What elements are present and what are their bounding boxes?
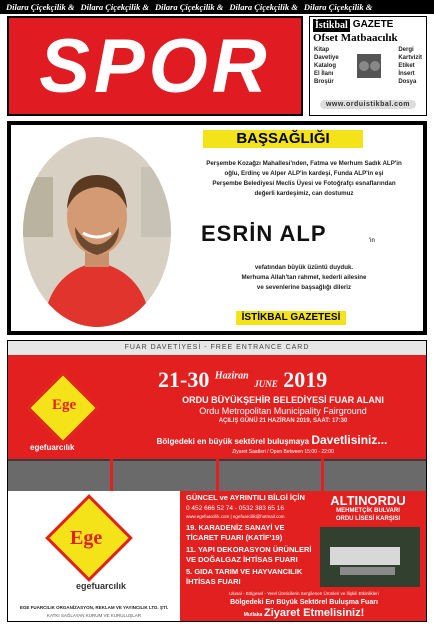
fair-advertisement	[7, 340, 427, 622]
fair-list-item: 11. YAPI DEKORASYON ÜRÜNLERİ VE DOĞALGAZ İHTİSAS FUARI	[186, 545, 312, 564]
fair-photo	[324, 459, 426, 491]
ege-logo-text: Ege	[70, 527, 103, 549]
bottom-tagline: Ulusal - Bölgesel - Yerel Üreticilerin Sergilenen Ürünleri ve İlişkili Etkinlikleri	[229, 591, 379, 596]
fairground-map-image	[320, 527, 420, 587]
spor-masthead: SPOR	[7, 16, 303, 116]
sponsors-label: KATKI SAĞLAYAN KURUM VE KURULUŞLAR	[46, 613, 142, 618]
ege-logo-text: Ege	[52, 397, 77, 413]
fair-venue: ORDU BÜYÜKŞEHİR BELEDİYESİ FUAR ALANI Ordu Metropolitan Municipality Fairground	[182, 395, 384, 416]
condolence-line: vefatından büyük üzüntü duyduk.	[254, 264, 354, 271]
info-heading: GÜNCEL ve AYRINTILI BİLGİ İÇİN	[186, 493, 305, 502]
bottom-tagline: Bölgedeki En Büyük Sektörel Buluşma Fuarı	[230, 599, 378, 606]
service-item: Broşür	[314, 79, 334, 85]
deceased-name: ESRİN ALP	[201, 221, 327, 246]
condolence-line: oğlu, Erdinç ve Alper ALP'in kardeşi, Funda ALP'in eşi	[224, 170, 384, 177]
visit-hours: Ziyaret Saatleri / Open Between 15:00 - 22:00	[232, 449, 334, 455]
istikbal-logo: İstikbal	[315, 20, 348, 31]
fair-photo	[8, 459, 110, 491]
ribbon-item: Dilara Çiçekçilik &	[303, 2, 373, 12]
address: MEHMETÇİK BULVARI ORDU LİSESİ KARŞISI	[335, 508, 401, 522]
service-item: Etiket	[398, 63, 415, 69]
printer-press-icon	[354, 46, 384, 86]
service-list	[310, 44, 426, 88]
fair-header: FUAR DAVETİYESİ - FREE ENTRANCE CARD	[8, 341, 426, 355]
service-item: İnsert	[398, 71, 415, 77]
ege-brand-sub: egefuarcılık	[30, 443, 75, 452]
phone-numbers: 0 452 666 52 74 - 0532 383 65 16	[186, 505, 284, 512]
fair-photo	[219, 459, 321, 491]
service-item: Davetiye	[314, 55, 339, 61]
condolence-line: Perşembe Belediyesi Meclis Üyesi ve Fotoğrafçı esnaflarından	[212, 180, 396, 187]
ribbon-item: Dilara Çiçekçilik &	[154, 2, 224, 12]
service-item: Dergi	[398, 47, 414, 53]
company-name: EGE FUARCILIK ORGANİZASYON, REKLAM VE YAYINCILIK LTD. ŞTİ.	[19, 605, 169, 610]
condolence-line: değerli kardeşimiz, can dostumuz	[254, 190, 354, 197]
printing-ad	[309, 16, 427, 116]
service-item: Kartvizit	[398, 55, 422, 61]
fair-photo-strip	[8, 459, 426, 491]
altinordu-label: ALTINORDU	[330, 493, 406, 508]
service-item: Kitap	[314, 47, 329, 53]
invite-line: Bölgedeki en büyük sektörel buluşmaya Davetlisiniz...	[156, 433, 388, 447]
fair-dates: 21-30 $^{Haziran}$ JUNE 2019	[158, 367, 328, 392]
condolence-line: Perşembe Kozağzı Mahallesi'nden, Fatma ve Merhum Sadık ALP'in	[206, 160, 402, 167]
condolence-notice	[7, 121, 427, 335]
ofset-label: Ofset Matbaacılık	[313, 32, 398, 44]
service-item: El İlanı	[314, 71, 334, 77]
ribbon-item: Dilara Çiçekçilik &	[80, 2, 149, 12]
name-suffix: 'in	[369, 238, 375, 244]
service-item: Katalog	[314, 63, 337, 69]
portrait-photo	[23, 137, 171, 327]
fair-website: www.egefuarcilik.com | egefuarcilik@hotmail.com	[186, 514, 285, 519]
header-ribbon	[0, 0, 434, 14]
website-label: www.orduistikbal.com	[310, 101, 426, 108]
ribbon-item: Dilara Çiçekçilik &	[6, 2, 75, 12]
fair-photo	[113, 459, 215, 491]
ribbon-item: Dilara Çiçekçilik &	[229, 2, 298, 12]
fair-list-item: 5. GIDA TARIM VE HAYVANCILIK İHTİSAS FUARI	[186, 567, 303, 586]
bottom-callout: Mutlaka Ziyaret Etmelisiniz!	[243, 607, 365, 619]
condolence-title: BAŞSAĞLIĞI	[203, 130, 363, 148]
opening-time: AÇILIŞ GÜNÜ 21 HAZİRAN 2019, SAAT: 17:30	[218, 418, 348, 424]
gazete-label: GAZETE	[352, 19, 394, 30]
ege-brand-sub: egefuarcılık	[76, 581, 127, 591]
condolence-line: Merhuma Allah'tan rahmet, kederli ailesine	[241, 274, 367, 281]
condolence-signature: İSTİKBAL GAZETESİ	[236, 311, 346, 325]
condolence-line: ve sevenlerine başsağlığı dileriz	[256, 284, 352, 291]
service-item: Dosya	[398, 79, 417, 85]
fair-list-item: 19. KARADENİZ SANAYİ VE TİCARET FUARI (KATİF'19)	[186, 523, 285, 542]
